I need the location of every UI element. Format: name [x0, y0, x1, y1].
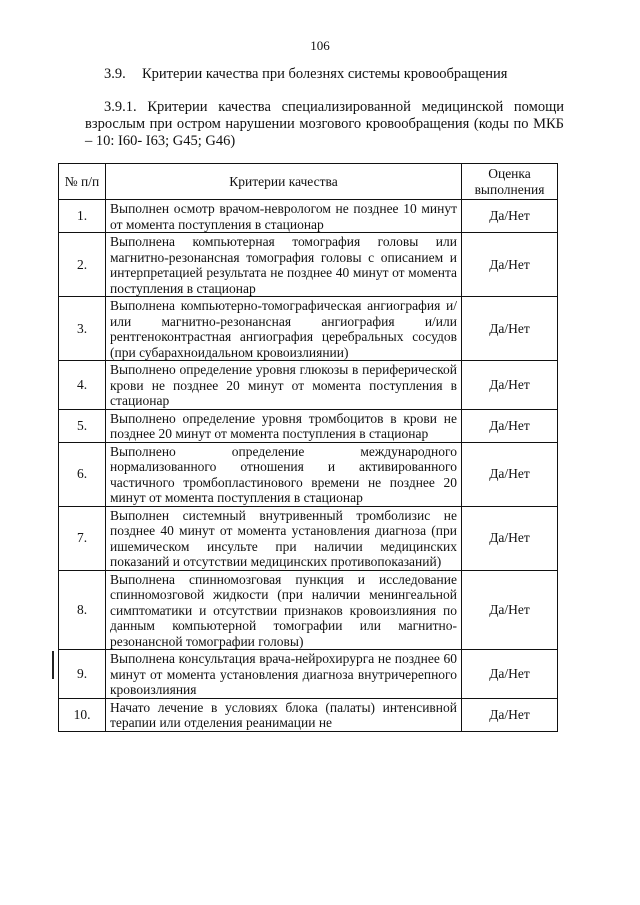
row-number: 1. — [59, 200, 106, 233]
criteria-table — [58, 163, 558, 732]
subsection-paragraph: 3.9.1. Критерии качества специализированной медицинской помощи взрослым при остром нарушении мозгового кровообращения (коды по МКБ – 10: I60- I63; G45; G46) — [85, 99, 564, 149]
row-criteria: Выполнена компьютерно-томографическая ангиография и/или магнитно-резонансная ангиография и/или рентгеноконтрастная ангиография церебральных сосудов (при субарахноидальном кровоизлиянии) — [106, 297, 462, 361]
criteria-table-wrapper — [58, 163, 558, 732]
section-heading — [104, 66, 507, 83]
row-evaluation: Да/Нет — [462, 442, 558, 506]
row-criteria: Выполнен осмотр врачом-неврологом не позднее 10 минут от момента поступления в стационар — [106, 200, 462, 233]
row-evaluation: Да/Нет — [462, 650, 558, 699]
margin-mark — [52, 651, 54, 679]
row-criteria: Выполнена компьютерная томография головы или магнитно-резонансная томография головы с описанием и интерпретацией результата не позднее 40 минут от момента поступления в стационар — [106, 233, 462, 297]
section-title: Критерии качества при болезнях системы кровообращения — [142, 66, 508, 82]
header-evaluation: Оценка выполнения — [462, 164, 558, 200]
row-number: 8. — [59, 570, 106, 650]
table-row — [59, 361, 558, 410]
table-row — [59, 570, 558, 650]
table-row — [59, 698, 558, 731]
row-number: 10. — [59, 698, 106, 731]
table-row — [59, 409, 558, 442]
row-number: 5. — [59, 409, 106, 442]
row-criteria: Выполнена консультация врача-нейрохирурга не позднее 60 минут от момента установления диагноза внутричерепного кровоизлияния — [106, 650, 462, 699]
table-row — [59, 297, 558, 361]
row-evaluation: Да/Нет — [462, 506, 558, 570]
row-criteria: Начато лечение в условиях блока (палаты) интенсивной терапии или отделения реанимации не — [106, 698, 462, 731]
row-criteria: Выполнена спинномозговая пункция и исследование спинномозговой жидкости (при наличии менингеальной симптоматики и отсутствии признаков кровоизлияния по данным компьютерной томографии или магнитно-резонансной томографии головы) — [106, 570, 462, 650]
row-criteria: Выполнен системный внутривенный тромболизис не позднее 40 минут от момента установления диагноза (при ишемическом инсульте при наличии медицинских показаний и отсутствии медицинских противопоказаний) — [106, 506, 462, 570]
row-evaluation: Да/Нет — [462, 698, 558, 731]
table-row — [59, 200, 558, 233]
row-number: 6. — [59, 442, 106, 506]
table-row — [59, 506, 558, 570]
row-evaluation: Да/Нет — [462, 409, 558, 442]
row-number: 3. — [59, 297, 106, 361]
table-header-row — [59, 164, 558, 200]
row-evaluation: Да/Нет — [462, 200, 558, 233]
row-number: 2. — [59, 233, 106, 297]
row-evaluation: Да/Нет — [462, 233, 558, 297]
row-criteria: Выполнено определение международного нормализованного отношения и активированного частичного тромбопластинового времени не позднее 20 минут от момента поступления в стационар — [106, 442, 462, 506]
row-number: 4. — [59, 361, 106, 410]
header-criteria: Критерии качества — [106, 164, 462, 200]
table-row — [59, 233, 558, 297]
page-number: 106 — [310, 38, 330, 53]
row-number: 7. — [59, 506, 106, 570]
row-evaluation: Да/Нет — [462, 570, 558, 650]
row-evaluation: Да/Нет — [462, 361, 558, 410]
section-number: 3.9. — [104, 66, 126, 82]
table-row — [59, 650, 558, 699]
table-body — [59, 200, 558, 732]
row-evaluation: Да/Нет — [462, 297, 558, 361]
row-criteria: Выполнено определение уровня глюкозы в периферической крови не позднее 20 минут от момента поступления в стационар — [106, 361, 462, 410]
header-num: № п/п — [59, 164, 106, 200]
table-row — [59, 442, 558, 506]
row-criteria: Выполнено определение уровня тромбоцитов в крови не позднее 20 минут от момента поступления в стационар — [106, 409, 462, 442]
row-number: 9. — [59, 650, 106, 699]
